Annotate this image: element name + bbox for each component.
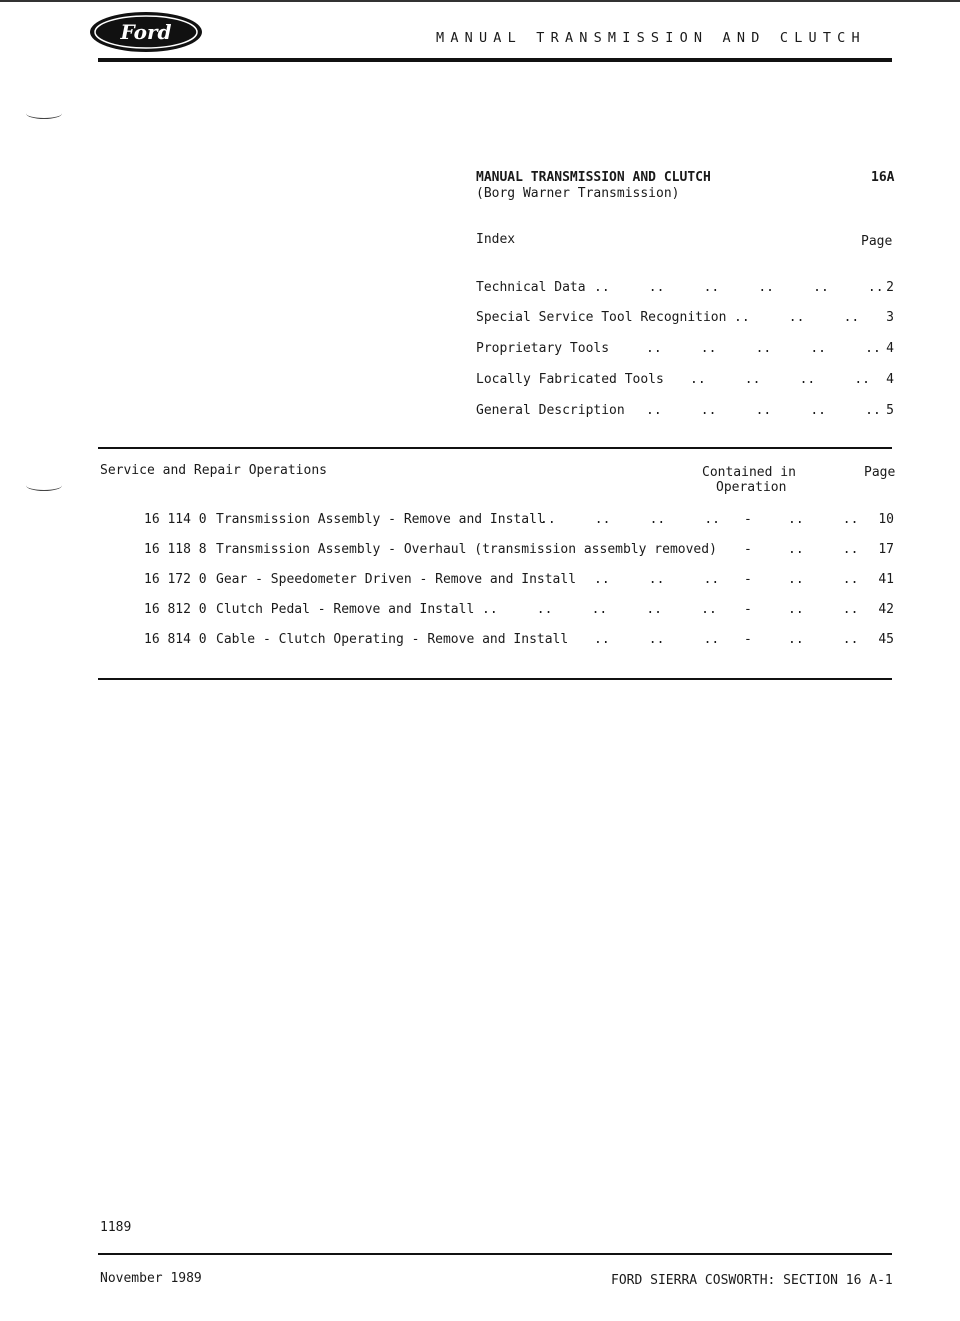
index-entry-title[interactable]: Locally Fabricated Tools <box>476 372 664 387</box>
index-label: Index <box>476 232 516 247</box>
operation-page: 17 <box>878 542 894 557</box>
operation-contained: - <box>744 602 752 617</box>
operation-tail-leader: .. .. <box>788 572 859 587</box>
scan-mark <box>26 108 62 119</box>
contained-label-2: Operation <box>716 480 787 495</box>
operation-title[interactable]: Cable - Clutch Operating - Remove and Install <box>216 632 569 647</box>
index-entry-page: 3 <box>886 310 894 325</box>
index-entry-page: 5 <box>886 403 894 418</box>
operation-code: 16 114 0 <box>144 512 207 527</box>
operation-tail-leader: .. .. <box>788 632 859 647</box>
index-entry-title[interactable]: Special Service Tool Recognition <box>476 310 727 325</box>
operation-contained: - <box>744 572 752 587</box>
operations-bottom-rule <box>98 678 892 680</box>
operations-heading: Service and Repair Operations <box>100 463 327 478</box>
header-title: MANUAL TRANSMISSION AND CLUTCH <box>436 30 866 46</box>
contained-label-1: Contained in <box>702 465 796 480</box>
operation-code: 16 812 0 <box>144 602 207 617</box>
operation-leader: .. .. .. .. <box>540 512 721 527</box>
index-entry-leader: .. .. .. .. .. <box>646 341 881 356</box>
page-top-edge <box>0 0 960 2</box>
section-code: 16A <box>871 170 895 185</box>
page-number: 1189 <box>100 1220 132 1235</box>
index-entry-leader: .. .. .. .. <box>690 372 871 387</box>
operation-leader: .. .. .. <box>594 632 720 647</box>
index-entry-leader: .. .. .. .. .. .. <box>594 280 884 295</box>
operations-page-label: Page <box>864 465 896 480</box>
operation-contained: - <box>744 632 752 647</box>
operation-leader: .. .. .. <box>594 572 720 587</box>
footer-date: November 1989 <box>100 1271 202 1286</box>
operation-code: 16 118 8 <box>144 542 207 557</box>
index-entry-page: 4 <box>886 341 894 356</box>
header-rule <box>98 58 892 62</box>
index-entry-title[interactable]: General Description <box>476 403 625 418</box>
ford-logo <box>88 10 204 54</box>
index-entry-page: 4 <box>886 372 894 387</box>
scan-mark <box>26 480 62 491</box>
footer-section-ref: FORD SIERRA COSWORTH: SECTION 16 A-1 <box>611 1273 893 1288</box>
operation-page: 42 <box>878 602 894 617</box>
operation-tail-leader: .. .. <box>788 542 859 557</box>
index-entry-page: 2 <box>886 280 894 295</box>
operation-leader: .. .. .. .. .. <box>482 602 717 617</box>
index-entry-title[interactable]: Technical Data <box>476 280 586 295</box>
operation-page: 10 <box>878 512 894 527</box>
index-heading: MANUAL TRANSMISSION AND CLUTCH <box>476 170 711 185</box>
operation-title[interactable]: Gear - Speedometer Driven - Remove and Install <box>216 572 577 587</box>
section-divider <box>98 447 892 449</box>
operation-page: 41 <box>878 572 894 587</box>
operation-code: 16 814 0 <box>144 632 207 647</box>
operation-page: 45 <box>878 632 894 647</box>
index-entry-leader: .. .. .. .. .. <box>646 403 881 418</box>
operation-code: 16 172 0 <box>144 572 207 587</box>
operation-tail-leader: .. .. <box>788 602 859 617</box>
operation-contained: - <box>744 542 752 557</box>
operation-title[interactable]: Clutch Pedal - Remove and Install <box>216 602 475 617</box>
operation-tail-leader: .. .. <box>788 512 859 527</box>
index-entry-leader: .. .. .. <box>734 310 860 325</box>
svg-text:Ford: Ford <box>120 20 172 44</box>
index-subheading: (Borg Warner Transmission) <box>476 186 680 201</box>
index-page-label: Page <box>861 234 893 249</box>
footer-rule <box>98 1253 892 1255</box>
operation-title[interactable]: Transmission Assembly - Remove and Install <box>216 512 545 527</box>
index-entry-title[interactable]: Proprietary Tools <box>476 341 610 356</box>
operation-title[interactable]: Transmission Assembly - Overhaul (transmission assembly removed) <box>216 542 717 557</box>
operation-contained: - <box>744 512 752 527</box>
